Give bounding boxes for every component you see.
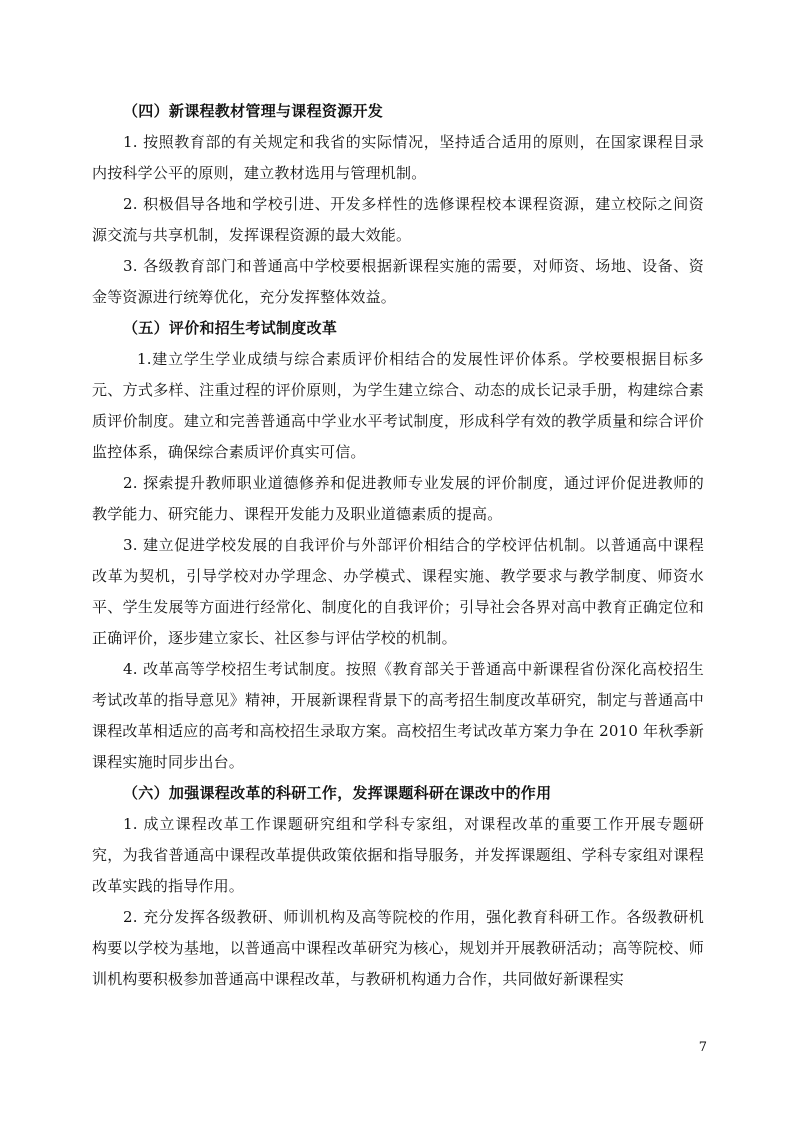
paragraph: 4. 改革高等学校招生考试制度。按照《教育部关于普通高中新课程省份深化高校招生考试改革的指导意见》精神，开展新课程背景下的高考招生制度改革研究，制定与普通高中课程改革相适应的高考和高校招生录取方案。高校招生考试改革方案力争在 2010 年秋季新课程实施时同步出台。 (92, 660, 704, 771)
paragraph: 2. 探索提升教师职业道德修养和促进教师专业发展的评价制度，通过评价促进教师的教学能力、研究能力、课程开发能力及职业道德素质的提高。 (92, 474, 704, 523)
section-heading: （六）加强课程改革的科研工作，发挥课题科研在课改中的作用 (123, 784, 552, 802)
paragraph: 1.建立学生学业成绩与综合素质评价相结合的发展性评价体系。学校要根据目标多元、方式多样、注重过程的评价原则，为学生建立综合、动态的成长记录手册，构建综合素质评价制度。建立和完善普通高中学业水平考试制度，形成科学有效的教学质量和综合评价监控体系，确保综合素质评价真实可信。 (92, 350, 704, 461)
section-5 (92, 313, 704, 778)
section-heading: （五）评价和招生考试制度改革 (123, 319, 338, 337)
paragraph: 3. 各级教育部门和普通高中学校要根据新课程实施的需要，对师资、场地、设备、资金等资源进行统筹优化，充分发挥整体效益。 (92, 257, 704, 306)
paragraph: 1. 成立课程改革工作课题研究组和学科专家组，对课程改革的重要工作开展专题研究，为我省普通高中课程改革提供政策依据和指导服务，并发挥课题组、学科专家组对课程改革实践的指导作用。 (92, 815, 704, 895)
section-4 (92, 96, 704, 313)
paragraph: 3. 建立促进学校发展的自我评价与外部评价相结合的学校评估机制。以普通高中课程改革为契机，引导学校对办学理念、办学模式、课程实施、教学要求与教学制度、师资水平、学生发展等方面进行经常化、制度化的自我评价；引导社会各界对高中教育正确定位和正确评价，逐步建立家长、社区参与评估学校的机制。 (92, 536, 704, 647)
page-number: 7 (698, 1040, 707, 1055)
section-6 (92, 778, 704, 995)
paragraph: 2. 积极倡导各地和学校引进、开发多样性的选修课程校本课程资源，建立校际之间资源交流与共享机制，发挥课程资源的最大效能。 (92, 195, 704, 244)
section-heading: （四）新课程教材管理与课程资源开发 (123, 102, 384, 120)
paragraph: 1. 按照教育部的有关规定和我省的实际情况，坚持适合适用的原则，在国家课程目录内按科学公平的原则，建立教材选用与管理机制。 (92, 133, 704, 182)
paragraph: 2. 充分发挥各级教研、师训机构及高等院校的作用，强化教育科研工作。各级教研机构要以学校为基地，以普通高中课程改革研究为核心，规划并开展教研活动；高等院校、师训机构要积极参加普通高中课程改革，与教研机构通力合作，共同做好新课程实 (92, 908, 704, 988)
page-body (92, 96, 704, 995)
